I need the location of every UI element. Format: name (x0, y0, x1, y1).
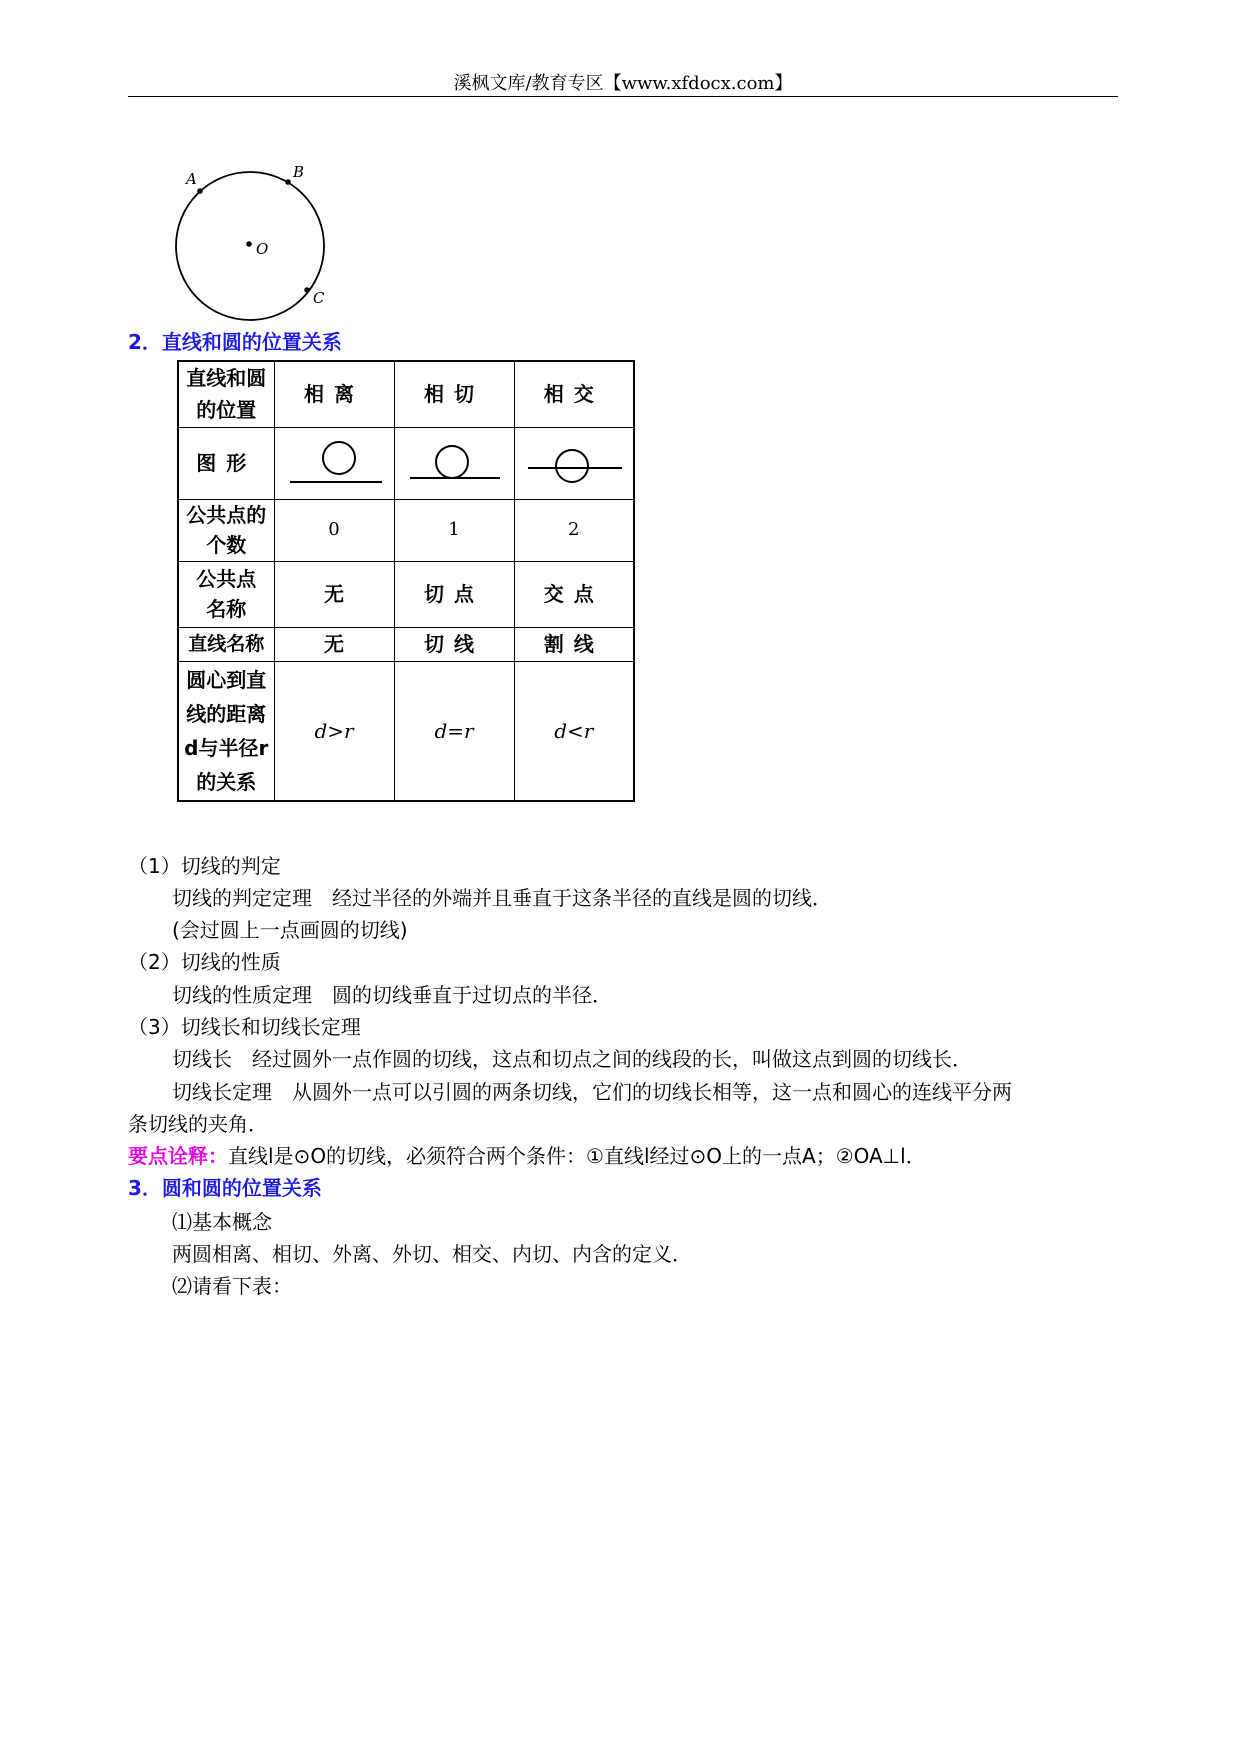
item3-line3: 条切线的夹角． (128, 1112, 268, 1136)
section3-line2: 两圆相离、相切、外离、外切、相交、内切、内含的定义． (172, 1242, 692, 1266)
table-row-distance (178, 661, 634, 801)
col-header-position: 直线和圆的位置 (178, 361, 274, 427)
distance-separate: d>r (274, 661, 394, 801)
figure-tangent (394, 427, 514, 499)
table-row-point-name (178, 561, 634, 627)
item2-heading: （2）切线的性质 (128, 950, 281, 974)
distance-tangent: d=r (394, 661, 514, 801)
figure-separate (274, 427, 394, 499)
table-row-header (178, 361, 634, 427)
row-label-line-name: 直线名称 (178, 627, 274, 661)
row-label-count: 公共点的个数 (178, 499, 274, 561)
distance-intersect: d<r (514, 661, 634, 801)
section3-line1: ⑴基本概念 (172, 1210, 272, 1234)
label-c: C (313, 289, 325, 307)
count-tangent: 1 (394, 499, 514, 561)
table-row-count (178, 499, 634, 561)
key-note (128, 1140, 926, 1172)
page-header: 溪枫文库/教育专区【www.xfdocx.com】 (453, 73, 793, 94)
section2-title: 2．直线和圆的位置关系 (128, 330, 342, 354)
section3-line3: ⑵请看下表： (172, 1274, 292, 1298)
row-label-point-name: 公共点名称 (178, 561, 274, 627)
point-b-dot (285, 179, 291, 185)
line-name-intersect: 割线 (514, 627, 634, 661)
row-label-distance: 圆心到直线的距离d与半径r的关系 (178, 661, 274, 801)
item2-line1: 切线的性质定理 圆的切线垂直于过切点的半径． (172, 983, 612, 1007)
table-row-figure (178, 427, 634, 499)
key-note-text: 直线l是⊙O的切线，必须符合两个条件：①直线l经过⊙O上的一点A；②OA⊥l． (228, 1144, 926, 1168)
label-o: O (256, 240, 269, 258)
item1-line2: (会过圆上一点画圆的切线) (172, 918, 408, 942)
row-label-figure: 图形 (178, 427, 274, 499)
circle-figure (160, 158, 340, 328)
line-circle-table (177, 360, 635, 802)
table-row-line-name (178, 627, 634, 661)
item1-heading: （1）切线的判定 (128, 854, 281, 878)
col-header-tangent: 相切 (394, 361, 514, 427)
figure-intersect (514, 427, 634, 499)
figure-intersect-svg (524, 438, 624, 488)
point-c-dot (304, 287, 310, 293)
count-separate: 0 (274, 499, 394, 561)
line-name-tangent: 切线 (394, 627, 514, 661)
point-name-tangent: 切点 (394, 561, 514, 627)
point-name-intersect: 交点 (514, 561, 634, 627)
col-header-intersect: 相交 (514, 361, 634, 427)
line-name-separate: 无 (274, 627, 394, 661)
section3-title: 3．圆和圆的位置关系 (128, 1176, 322, 1200)
label-b: B (293, 163, 305, 181)
col-header-separate: 相离 (274, 361, 394, 427)
count-intersect: 2 (514, 499, 634, 561)
key-note-label: 要点诠释： (128, 1144, 228, 1168)
point-a-dot (197, 188, 203, 194)
center-o-dot (246, 241, 252, 247)
point-name-separate: 无 (274, 561, 394, 627)
item3-line2: 切线长定理 从圆外一点可以引圆的两条切线，它们的切线长相等，这一点和圆心的连线平分两 (172, 1080, 1012, 1104)
item3-line1: 切线长 经过圆外一点作圆的切线，这点和切点之间的线段的长，叫做这点到圆的切线长． (172, 1047, 972, 1071)
label-a: A (186, 170, 197, 188)
item1-line1: 切线的判定定理 经过半径的外端并且垂直于这条半径的直线是圆的切线． (172, 886, 832, 910)
figure-tangent-svg (404, 438, 504, 488)
figure-separate-svg (284, 438, 384, 488)
header-rule (128, 96, 1118, 97)
item3-heading: （3）切线长和切线长定理 (128, 1015, 361, 1039)
